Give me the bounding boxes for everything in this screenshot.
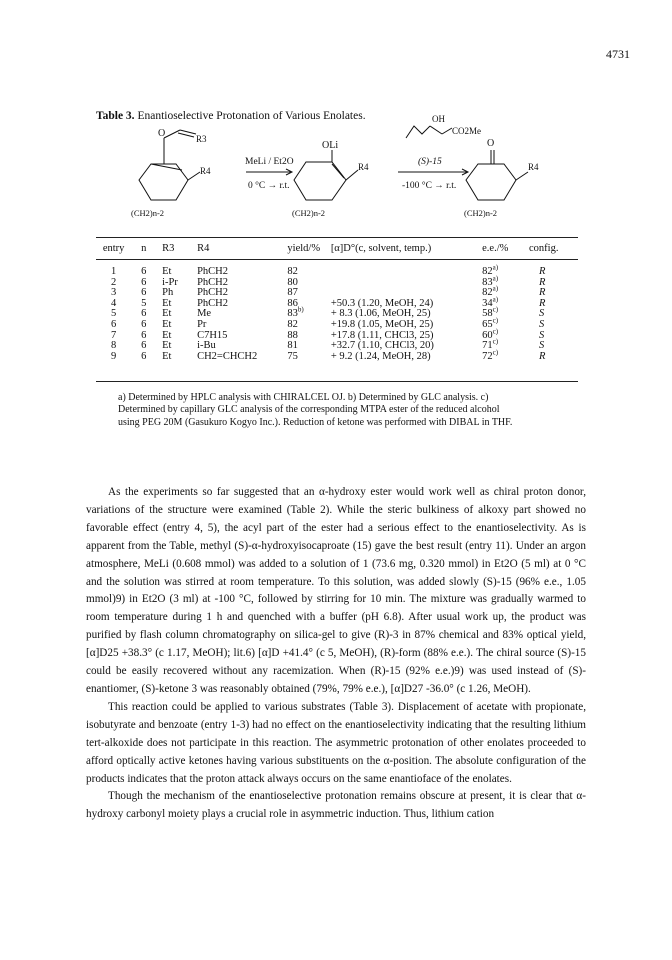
product-r4: R4 xyxy=(528,162,539,172)
paragraph: This reaction could be applied to various substrates (Table 3). Displacement of acetate with propionate, isobutyrate and benzoate (entry 1-3) had no effect on the enantioselectivity indicating that the resulting lithium tert-alkoxide does not participate in this reaction. The asymmetric protonation of other enolates proceeded to afford optically active ketones having various substituents on the α-position. The absolute configuration of the products indicates that the proton attack always occurs on the same enantioface of the enolates. xyxy=(86,700,586,785)
cell-entry-value: 5 xyxy=(110,308,117,320)
cell-ee-note: c) xyxy=(492,305,499,314)
cell-n-value: 6 xyxy=(141,329,147,341)
cell-rotation-value: +19.8 (1.05, MeOH, 25) xyxy=(330,318,434,330)
cell-yield-value: 83 xyxy=(287,308,298,320)
page-number: 4731 xyxy=(606,47,630,61)
cell-rotation xyxy=(331,260,482,278)
cell-config-value: R xyxy=(539,297,546,309)
cell-n-value: 6 xyxy=(141,266,147,277)
col-yield: yield/% xyxy=(287,242,321,254)
col-n: n xyxy=(141,242,147,254)
cell-rotation-value: +17.8 (1.11, CHCl3, 25) xyxy=(330,329,434,341)
enolate-ring-label: (CH2)n-2 xyxy=(292,208,326,218)
cell-ee-note: c) xyxy=(492,348,499,357)
enolate-r4: R4 xyxy=(358,162,369,172)
col-ee: e.e./% xyxy=(482,242,509,254)
step2-reagent: (S)-15 xyxy=(418,157,442,167)
cell-config xyxy=(529,309,578,320)
ketone-ring-label: (CH2)n-2 xyxy=(131,208,165,218)
cell-yield-value: 82 xyxy=(287,318,298,330)
cell-n-value: 6 xyxy=(141,308,147,320)
cell-yield xyxy=(287,352,330,363)
paragraph: Though the mechanism of the enantioselective protonation remains obscure at present, it is clear that α-hydroxy carbonyl moiety plays a crucial role in asymmetric induction. Thus, lithium cation xyxy=(86,790,586,821)
cell-r3-value: Et xyxy=(162,308,172,320)
cell-r3-value: Et xyxy=(162,329,172,341)
ketone-o-atom: O xyxy=(158,128,166,139)
cell-r4 xyxy=(197,352,287,363)
cell-n-value: 6 xyxy=(141,340,147,352)
cell-config-value: R xyxy=(539,276,546,288)
table-bottom-rule xyxy=(96,381,578,382)
cell-n-value: 6 xyxy=(141,276,147,288)
cell-r3-value: Et xyxy=(162,350,172,362)
cell-entry-value: 7 xyxy=(110,329,117,341)
cell-n xyxy=(131,260,156,278)
col-r4: R4 xyxy=(197,242,210,254)
cell-yield-value: 80 xyxy=(287,276,298,288)
cell-yield-value: 86 xyxy=(287,297,298,309)
cell-config-value: R xyxy=(539,287,546,299)
cell-r4-value: Me xyxy=(197,308,212,320)
table-row xyxy=(96,352,578,363)
cell-ee xyxy=(482,260,529,278)
cell-yield-value: 87 xyxy=(287,287,298,299)
cell-r3 xyxy=(156,352,197,363)
product-o-atom: O xyxy=(487,138,495,149)
cell-rotation-value: + 9.2 (1.24, MeOH, 28) xyxy=(330,350,431,362)
cell-ee-value: 82 xyxy=(482,266,493,277)
cell-yield-note: b) xyxy=(297,305,304,314)
enolate-oli: OLi xyxy=(322,140,339,151)
cell-rotation-value: +32.7 (1.10, CHCl3, 20) xyxy=(330,340,434,352)
cell-entry-value: 4 xyxy=(110,297,117,309)
cell-config-value: S xyxy=(539,329,545,341)
cell-r4-value: i-Bu xyxy=(197,340,216,352)
cell-n-value: 6 xyxy=(141,287,147,299)
data-table xyxy=(96,238,578,362)
cell-config xyxy=(529,288,578,299)
paragraph: As the experiments so far suggested that an α-hydroxy ester would work well as chiral proton donor, variations of the structure were examined (Table 2). While the steric bulkiness of alkoxy part showed no favorable effect (entry 4, 5), the acyl part of the ester had a serious effect to the enantioselectivity. As is apparent from the Table, methyl (S)-α-hydroxyisocaproate (15) gave the best result (entry 11). Under an argon atmosphere, MeLi (0.608 mmol) was added to a solution of 1 (73.6 mg, 0.320 mmol) in Et2O (5 ml) at 0 °C and the solution was stirred at room temperature. To this solution, was added slowly (S)-15 (96% e.e., 1.05 mmol)9) in Et2O (3 ml) at -100 °C, followed by stirring for 10 min. The mixture was gradually warmed to room temperature during 1 h and quenched with a buffer (pH 6.8). After usual work up, the product was purified by flash column chromatography on silica-gel to give (R)-3 in 87% chemical and 83% optical yield, [α]D25 +38.3° (c 1.17, MeOH); lit.6) [α]D +41.4° (c 5, MeOH), (R)-form (88% e.e.). The chiral source (S)-15 could be easily recovered without any racemization. When (R)-15 (92% e.e.)9) was used instead of (S)-enantiomer, (S)-ketone 3 was reasonably obtained (79%, 79% e.e.), [α]D27 -36.0° (c 1.26, MeOH). xyxy=(86,486,586,695)
cell-ee xyxy=(482,348,529,363)
cell-yield-value: 75 xyxy=(287,350,298,362)
cell-config xyxy=(529,331,578,342)
cell-ee-note: c) xyxy=(492,316,499,325)
cell-config xyxy=(529,260,578,278)
cell-ee-value: 71 xyxy=(482,340,493,352)
cell-ee-value: 72 xyxy=(482,350,493,362)
ketone-r3: R3 xyxy=(196,134,207,144)
cell-r4 xyxy=(197,260,287,278)
cell-config-value: S xyxy=(539,340,545,352)
cell-rotation xyxy=(331,278,482,289)
cell-ee-value: 82 xyxy=(482,287,493,299)
body-text xyxy=(86,484,586,824)
cell-r4-value: PhCH2 xyxy=(197,266,229,277)
cell-r3-value: i-Pr xyxy=(162,276,178,288)
cell-ee-value: 60 xyxy=(482,329,493,341)
cell-entry-value: 3 xyxy=(110,287,117,299)
chiral-co2me: CO2Me xyxy=(452,126,481,136)
table-label: Table 3. xyxy=(96,110,135,122)
cell-entry-value: 8 xyxy=(110,340,117,352)
cell-n-value: 6 xyxy=(141,318,147,330)
cell-ee-note: a) xyxy=(492,295,499,304)
col-entry: entry xyxy=(102,242,125,254)
cell-r4-value: C7H15 xyxy=(197,329,228,341)
cell-ee-note: c) xyxy=(492,327,499,336)
cell-entry-value: 6 xyxy=(110,318,117,330)
cell-ee-note: a) xyxy=(492,263,499,272)
cell-rotation-value: + 8.3 (1.06, MeOH, 25) xyxy=(330,308,431,320)
cell-ee-value: 58 xyxy=(482,308,493,320)
cell-entry-value: 9 xyxy=(110,350,117,362)
cell-entry xyxy=(96,260,131,278)
col-config: config. xyxy=(529,242,559,254)
cell-entry-value: 2 xyxy=(110,276,117,288)
cell-yield-value: 82 xyxy=(287,266,298,277)
cell-ee-value: 34 xyxy=(482,297,493,309)
table-header-row xyxy=(96,238,578,260)
col-rotation: [α]D°(c, solvent, temp.) xyxy=(330,242,432,254)
cell-r4-value: CH2=CHCH2 xyxy=(197,350,258,362)
table-title: Enantioselective Protonation of Various Enolates. xyxy=(137,110,366,122)
cell-config-value: S xyxy=(539,318,545,330)
cell-config xyxy=(529,352,578,363)
cell-yield xyxy=(287,260,330,278)
cell-r3-value: Et xyxy=(162,297,172,309)
step1-reagent: MeLi / Et2O xyxy=(245,157,294,167)
cell-r3-value: Et xyxy=(162,318,172,330)
cell-ee-note: a) xyxy=(492,274,499,283)
cell-yield-value: 81 xyxy=(287,340,298,352)
cell-ee-note: a) xyxy=(492,284,499,293)
cell-n xyxy=(131,352,156,363)
step2-condition: -100 °C → r.t. xyxy=(402,181,457,191)
cell-config xyxy=(529,278,578,289)
cell-r4 xyxy=(197,309,287,320)
cell-r3 xyxy=(156,260,197,278)
cell-r3-value: Et xyxy=(162,340,172,352)
ketone-r4: R4 xyxy=(200,166,211,176)
product-ring-label: (CH2)n-2 xyxy=(464,208,498,218)
col-r3: R3 xyxy=(162,242,175,254)
cell-rotation xyxy=(331,352,482,363)
cell-config xyxy=(529,299,578,310)
cell-r4-value: Pr xyxy=(197,318,207,330)
cell-n-value: 5 xyxy=(141,297,147,309)
cell-entry-value: 1 xyxy=(110,266,117,277)
cell-config-value: S xyxy=(539,308,545,320)
cell-r4-value: PhCH2 xyxy=(197,276,229,288)
cell-r3-value: Ph xyxy=(162,287,174,299)
cell-config-value: R xyxy=(539,266,546,277)
cell-ee-value: 65 xyxy=(482,318,493,330)
cell-ee-note: c) xyxy=(492,337,499,346)
chiral-oh: OH xyxy=(432,114,445,124)
cell-config-value: R xyxy=(539,350,546,362)
cell-entry xyxy=(96,352,131,363)
step1-condition: 0 °C → r.t. xyxy=(248,181,290,191)
cell-config xyxy=(529,320,578,331)
table-footnotes: a) Determined by HPLC analysis with CHIRALCEL OJ. b) Determined by GLC analysis. c) Determined by capillary GLC analysis of the corresponding MTPA ester of the reduced alcohol using PEG 20M (Gasukuro Kogyo Inc.). Reduction of ketone was performed with DIBAL in THF. xyxy=(118,392,513,428)
cell-r4-value: PhCH2 xyxy=(197,287,229,299)
cell-r3-value: Et xyxy=(162,266,172,277)
cell-rotation-value: +50.3 (1.20, MeOH, 24) xyxy=(330,297,434,309)
table-row xyxy=(96,260,578,278)
cell-config xyxy=(529,341,578,352)
cell-yield-value: 88 xyxy=(287,329,298,341)
cell-ee-value: 83 xyxy=(482,276,493,288)
cell-n-value: 6 xyxy=(141,350,147,362)
cell-r4-value: PhCH2 xyxy=(197,297,229,309)
